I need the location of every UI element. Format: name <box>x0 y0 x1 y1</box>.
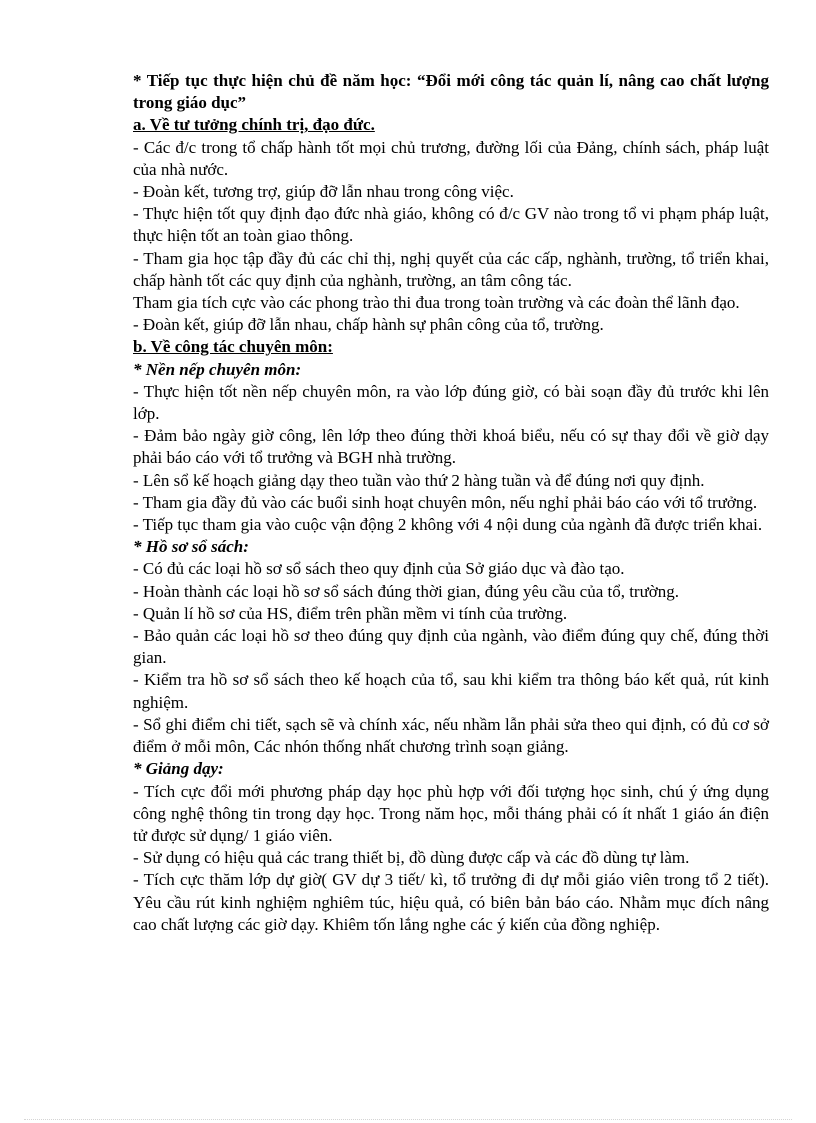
subsection-item: - Tham gia đầy đủ vào các buổi sinh hoạt chuyên môn, nếu nghỉ phải báo cáo với tổ trưởng. <box>133 492 758 512</box>
section-a-item: - Các đ/c trong tổ chấp hành tốt mọi chủ trương, đường lối của Đảng, chính sách, pháp luật của nhà nước. <box>133 137 769 179</box>
subsection-item: - Thực hiện tốt nền nếp chuyên môn, ra vào lớp đúng giờ, có bài soạn đầy đủ trước khi lên lớp. <box>133 381 769 424</box>
subsection-item: - Quản lí hồ sơ của HS, điểm trên phần mềm vi tính của trường. <box>133 603 568 623</box>
section-a-heading: a. Về tư tưởng chính trị, đạo đức. <box>133 115 375 135</box>
page-bottom-divider <box>24 1119 792 1120</box>
subsection-item: - Có đủ các loại hồ sơ sổ sách theo quy định của Sở giáo dục và đào tạo. <box>133 559 625 579</box>
section-b-heading: b. Về công tác chuyên môn: <box>133 337 333 357</box>
subsection-heading-chuyen-mon: * Nền nếp chuyên môn: <box>133 359 302 379</box>
section-a-item: Tham gia tích cực vào các phong trào thi đua trong toàn trường và các đoàn thể lãnh đạo. <box>133 293 740 313</box>
subsection-item: - Bảo quản các loại hồ sơ theo đúng quy định của ngành, vào điểm đúng quy chế, đúng thời gian. <box>133 626 769 668</box>
subsection-item: - Sổ ghi điểm chi tiết, sạch sẽ và chính xác, nếu nhầm lẫn phải sửa theo qui định, có đủ cơ sở điểm ở mỗi môn, Các nhón thống nhất chương trình soạn giảng. <box>133 714 769 757</box>
subsection-item: - Sử dụng có hiệu quả các trang thiết bị, đồ dùng được cấp và các đồ dùng tự làm. <box>133 848 690 868</box>
subsection-item: - Kiểm tra hồ sơ sổ sách theo kế hoạch của tổ, sau khi kiểm tra thông báo kết quả, rút kinh nghiệm. <box>133 670 769 712</box>
document-page <box>133 70 769 936</box>
document-title: * Tiếp tục thực hiện chủ đề năm học: “Đổi mới công tác quản lí, nâng cao chất lượng trong giáo dục” <box>133 71 769 113</box>
section-a-item: - Tham gia học tập đầy đủ các chỉ thị, nghị quyết của các cấp, nghành, trường, tổ triển khai, chấp hành tốt các quy định của nghành, trường, an tâm công tác. <box>133 248 769 290</box>
section-a-item: - Đoàn kết, giúp đỡ lẫn nhau, chấp hành sự phân công của tổ, trường. <box>133 315 604 335</box>
subsection-item: - Tích cực đổi mới phương pháp dạy học phù hợp với đối tượng học sinh, chú ý ứng dụng công nghệ thông tin trong dạy học. Trong năm học, mỗi tháng phải có ít nhất 1 giáo án điện tử được sử dụng/ 1 giáo viên. <box>133 781 769 845</box>
subsection-heading-giang-day: * Giảng dạy: <box>133 759 224 779</box>
section-a-item: - Thực hiện tốt quy định đạo đức nhà giáo, không có đ/c GV nào trong tổ vi phạm pháp luật, thực hiện tốt an toàn giao thông. <box>133 204 769 246</box>
subsection-item: - Tích cực thăm lớp dự giờ( GV dự 3 tiết/ kì, tổ trưởng đi dự mỗi giáo viên trong tổ 2 tiết). Yêu cầu rút kinh nghiệm nghiêm túc, hiệu quả, có biên bản báo cáo. Nhằm mục đích nâng cao chất lượng các giờ dạy. Khiêm tốn lắng nghe các ý kiến của đồng nghiệp. <box>133 870 769 934</box>
subsection-item: - Hoàn thành các loại hồ sơ sổ sách đúng thời gian, đúng yêu cầu của tổ, trường. <box>133 581 680 601</box>
section-a-item: - Đoàn kết, tương trợ, giúp đỡ lẫn nhau trong công việc. <box>133 182 514 202</box>
subsection-item: - Đảm bảo ngày giờ công, lên lớp theo đúng thời khoá biểu, nếu có sự thay đổi về giờ dạy phải báo cáo với tổ trưởng và BGH nhà trường. <box>133 426 769 468</box>
subsection-heading-ho-so: * Hồ sơ sổ sách: <box>133 537 249 557</box>
subsection-item: - Tiếp tục tham gia vào cuộc vận động 2 không với 4 nội dung của ngành đã được triển khai. <box>133 515 763 535</box>
subsection-item: - Lên sổ kế hoạch giảng dạy theo tuần vào thứ 2 hàng tuần và để đúng nơi quy định. <box>133 470 705 490</box>
